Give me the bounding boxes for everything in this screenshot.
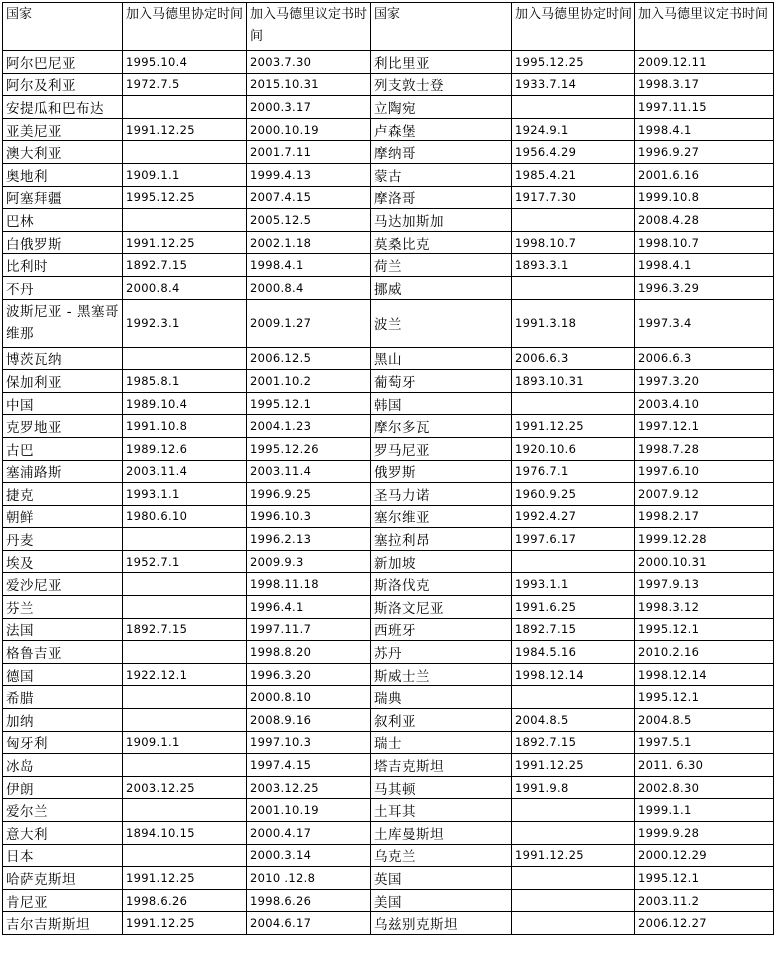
agreement-date-cell xyxy=(123,686,247,709)
table-row xyxy=(3,276,774,299)
country-cell: 加纳 xyxy=(3,709,123,732)
country-cell: 德国 xyxy=(3,663,123,686)
country-cell: 斯洛伐克 xyxy=(371,573,512,596)
protocol-date-cell: 1997.6.10 xyxy=(635,460,774,483)
agreement-date-cell: 2006.6.3 xyxy=(512,347,635,370)
country-cell: 冰岛 xyxy=(3,754,123,777)
country-cell: 白俄罗斯 xyxy=(3,231,123,254)
protocol-date-cell: 1998.4.1 xyxy=(635,254,774,277)
table-row xyxy=(3,709,774,732)
agreement-date-cell xyxy=(123,709,247,732)
country-cell: 博茨瓦纳 xyxy=(3,347,123,370)
country-cell: 利比里亚 xyxy=(371,51,512,74)
table-row xyxy=(3,299,774,347)
agreement-date-cell: 1980.6.10 xyxy=(123,505,247,528)
country-cell: 吉尔吉斯斯坦 xyxy=(3,912,123,935)
country-cell: 马其顿 xyxy=(371,776,512,799)
agreement-date-cell: 1976.7.1 xyxy=(512,460,635,483)
country-cell: 安提瓜和巴布达 xyxy=(3,96,123,119)
agreement-date-cell xyxy=(123,347,247,370)
table-row xyxy=(3,867,774,890)
agreement-date-cell: 1998.10.7 xyxy=(512,231,635,254)
agreement-date-cell: 1894.10.15 xyxy=(123,822,247,845)
country-cell: 阿尔巴尼亚 xyxy=(3,51,123,74)
table-row xyxy=(3,550,774,573)
agreement-date-cell: 1909.1.1 xyxy=(123,163,247,186)
country-cell: 阿塞拜疆 xyxy=(3,186,123,209)
protocol-date-cell: 1998.3.17 xyxy=(635,73,774,96)
table-row xyxy=(3,186,774,209)
agreement-date-cell: 1991.12.25 xyxy=(512,415,635,438)
table-row xyxy=(3,231,774,254)
protocol-date-cell: 1997.3.20 xyxy=(635,370,774,393)
protocol-date-cell: 1998.4.1 xyxy=(247,254,371,277)
protocol-date-cell: 2003.12.25 xyxy=(247,776,371,799)
country-cell: 新加坡 xyxy=(371,550,512,573)
agreement-date-cell: 1992.4.27 xyxy=(512,505,635,528)
agreement-date-cell xyxy=(123,96,247,119)
country-cell: 列支敦士登 xyxy=(371,73,512,96)
agreement-date-cell xyxy=(512,912,635,935)
protocol-date-cell: 2009.12.11 xyxy=(635,51,774,74)
header-agreement-date: 加入马德里协定时间 xyxy=(512,3,635,51)
country-cell: 匈牙利 xyxy=(3,731,123,754)
country-cell: 波斯尼亚 - 黑塞哥维那 xyxy=(3,299,123,347)
protocol-date-cell: 2002.1.18 xyxy=(247,231,371,254)
agreement-date-cell: 2004.8.5 xyxy=(512,709,635,732)
table-row xyxy=(3,370,774,393)
agreement-date-cell: 1893.10.31 xyxy=(512,370,635,393)
country-cell: 塞浦路斯 xyxy=(3,460,123,483)
agreement-date-cell xyxy=(512,822,635,845)
country-cell: 罗马尼亚 xyxy=(371,437,512,460)
country-cell: 哈萨克斯坦 xyxy=(3,867,123,890)
header-row xyxy=(3,3,774,51)
protocol-date-cell: 2004.1.23 xyxy=(247,415,371,438)
agreement-date-cell: 2003.12.25 xyxy=(123,776,247,799)
protocol-date-cell: 1998.6.26 xyxy=(247,889,371,912)
country-cell: 阿尔及利亚 xyxy=(3,73,123,96)
agreement-date-cell xyxy=(123,528,247,551)
country-cell: 莫桑比克 xyxy=(371,231,512,254)
agreement-date-cell: 1892.7.15 xyxy=(123,618,247,641)
country-cell: 日本 xyxy=(3,844,123,867)
agreement-date-cell: 1991.6.25 xyxy=(512,596,635,619)
protocol-date-cell: 1996.2.13 xyxy=(247,528,371,551)
table-row xyxy=(3,415,774,438)
country-cell: 蒙古 xyxy=(371,163,512,186)
table-body xyxy=(3,51,774,935)
country-cell: 肯尼亚 xyxy=(3,889,123,912)
table-row xyxy=(3,754,774,777)
agreement-date-cell xyxy=(123,209,247,232)
country-cell: 西班牙 xyxy=(371,618,512,641)
table-row xyxy=(3,799,774,822)
protocol-date-cell: 1998.3.12 xyxy=(635,596,774,619)
protocol-date-cell: 2015.10.31 xyxy=(247,73,371,96)
country-cell: 伊朗 xyxy=(3,776,123,799)
agreement-date-cell xyxy=(123,799,247,822)
country-cell: 塞尔维亚 xyxy=(371,505,512,528)
country-cell: 法国 xyxy=(3,618,123,641)
agreement-date-cell: 1972.7.5 xyxy=(123,73,247,96)
table-row xyxy=(3,776,774,799)
agreement-date-cell: 1991.9.8 xyxy=(512,776,635,799)
country-cell: 保加利亚 xyxy=(3,370,123,393)
table-row xyxy=(3,505,774,528)
country-cell: 捷克 xyxy=(3,483,123,506)
agreement-date-cell xyxy=(123,844,247,867)
country-cell: 马达加斯加 xyxy=(371,209,512,232)
protocol-date-cell: 1996.9.25 xyxy=(247,483,371,506)
agreement-date-cell xyxy=(512,867,635,890)
table-row xyxy=(3,912,774,935)
protocol-date-cell: 1996.9.27 xyxy=(635,141,774,164)
agreement-date-cell: 1995.12.25 xyxy=(123,186,247,209)
agreement-date-cell: 1995.10.4 xyxy=(123,51,247,74)
table-row xyxy=(3,596,774,619)
agreement-date-cell: 1956.4.29 xyxy=(512,141,635,164)
agreement-date-cell xyxy=(123,141,247,164)
country-cell: 土库曼斯坦 xyxy=(371,822,512,845)
country-cell: 埃及 xyxy=(3,550,123,573)
country-cell: 摩尔多瓦 xyxy=(371,415,512,438)
protocol-date-cell: 1997.10.3 xyxy=(247,731,371,754)
country-cell: 土耳其 xyxy=(371,799,512,822)
country-cell: 波兰 xyxy=(371,299,512,347)
protocol-date-cell: 2000.8.10 xyxy=(247,686,371,709)
header-protocol-date: 加入马德里议定书时间 xyxy=(635,3,774,51)
country-cell: 希腊 xyxy=(3,686,123,709)
table-row xyxy=(3,618,774,641)
protocol-date-cell: 1998.7.28 xyxy=(635,437,774,460)
agreement-date-cell: 1995.12.25 xyxy=(512,51,635,74)
country-cell: 朝鲜 xyxy=(3,505,123,528)
protocol-date-cell: 2003.11.2 xyxy=(635,889,774,912)
country-cell: 英国 xyxy=(371,867,512,890)
country-cell: 古巴 xyxy=(3,437,123,460)
table-row xyxy=(3,347,774,370)
protocol-date-cell: 1999.1.1 xyxy=(635,799,774,822)
table-row xyxy=(3,889,774,912)
country-cell: 摩洛哥 xyxy=(371,186,512,209)
country-cell: 澳大利亚 xyxy=(3,141,123,164)
agreement-date-cell: 1991.12.25 xyxy=(123,231,247,254)
protocol-date-cell: 1997.4.15 xyxy=(247,754,371,777)
protocol-date-cell: 2006.12.27 xyxy=(635,912,774,935)
protocol-date-cell: 1995.12.1 xyxy=(635,867,774,890)
protocol-date-cell: 2010.2.16 xyxy=(635,641,774,664)
country-cell: 爱尔兰 xyxy=(3,799,123,822)
protocol-date-cell: 1998.11.18 xyxy=(247,573,371,596)
agreement-date-cell: 1991.12.25 xyxy=(512,844,635,867)
agreement-date-cell xyxy=(512,550,635,573)
protocol-date-cell: 2002.8.30 xyxy=(635,776,774,799)
table-row xyxy=(3,528,774,551)
agreement-date-cell: 1992.3.1 xyxy=(123,299,247,347)
agreement-date-cell: 1998.6.26 xyxy=(123,889,247,912)
table-row xyxy=(3,573,774,596)
agreement-date-cell: 1909.1.1 xyxy=(123,731,247,754)
table-row xyxy=(3,844,774,867)
protocol-date-cell: 1998.12.14 xyxy=(635,663,774,686)
country-cell: 圣马力诺 xyxy=(371,483,512,506)
protocol-date-cell: 1999.9.28 xyxy=(635,822,774,845)
table-row xyxy=(3,51,774,74)
agreement-date-cell: 1997.6.17 xyxy=(512,528,635,551)
protocol-date-cell: 2003.4.10 xyxy=(635,392,774,415)
agreement-date-cell xyxy=(512,799,635,822)
country-cell: 苏丹 xyxy=(371,641,512,664)
protocol-date-cell: 2006.6.3 xyxy=(635,347,774,370)
table-row xyxy=(3,437,774,460)
protocol-date-cell: 1997.3.4 xyxy=(635,299,774,347)
country-cell: 塞拉利昂 xyxy=(371,528,512,551)
protocol-date-cell: 1997.5.1 xyxy=(635,731,774,754)
country-cell: 荷兰 xyxy=(371,254,512,277)
table-row xyxy=(3,686,774,709)
country-cell: 丹麦 xyxy=(3,528,123,551)
protocol-date-cell: 1995.12.1 xyxy=(635,618,774,641)
agreement-date-cell: 1917.7.30 xyxy=(512,186,635,209)
protocol-date-cell: 1999.12.28 xyxy=(635,528,774,551)
agreement-date-cell: 1922.12.1 xyxy=(123,663,247,686)
table-row xyxy=(3,460,774,483)
country-cell: 摩纳哥 xyxy=(371,141,512,164)
header-country: 国家 xyxy=(371,3,512,51)
country-cell: 斯洛文尼亚 xyxy=(371,596,512,619)
country-cell: 不丹 xyxy=(3,276,123,299)
country-cell: 挪威 xyxy=(371,276,512,299)
protocol-date-cell: 2000.4.17 xyxy=(247,822,371,845)
agreement-date-cell: 2003.11.4 xyxy=(123,460,247,483)
agreement-date-cell: 1892.7.15 xyxy=(512,618,635,641)
country-cell: 克罗地亚 xyxy=(3,415,123,438)
agreement-date-cell xyxy=(123,754,247,777)
country-cell: 韩国 xyxy=(371,392,512,415)
header-protocol-date: 加入马德里议定书时间 xyxy=(247,3,371,51)
protocol-date-cell: 2010 .12.8 xyxy=(247,867,371,890)
agreement-date-cell: 1989.12.6 xyxy=(123,437,247,460)
agreement-date-cell: 1985.4.21 xyxy=(512,163,635,186)
country-cell: 美国 xyxy=(371,889,512,912)
agreement-date-cell xyxy=(512,96,635,119)
madrid-accession-table xyxy=(2,2,774,935)
protocol-date-cell: 1998.4.1 xyxy=(635,118,774,141)
agreement-date-cell xyxy=(512,889,635,912)
table-row xyxy=(3,822,774,845)
protocol-date-cell: 1996.3.20 xyxy=(247,663,371,686)
agreement-date-cell: 1991.3.18 xyxy=(512,299,635,347)
protocol-date-cell: 1998.8.20 xyxy=(247,641,371,664)
protocol-date-cell: 1997.11.7 xyxy=(247,618,371,641)
table-row xyxy=(3,731,774,754)
protocol-date-cell: 1999.4.13 xyxy=(247,163,371,186)
agreement-date-cell xyxy=(123,573,247,596)
table-row xyxy=(3,96,774,119)
country-cell: 瑞典 xyxy=(371,686,512,709)
protocol-date-cell: 2003.11.4 xyxy=(247,460,371,483)
country-cell: 比利时 xyxy=(3,254,123,277)
table-row xyxy=(3,254,774,277)
agreement-date-cell xyxy=(512,392,635,415)
agreement-date-cell: 1892.7.15 xyxy=(512,731,635,754)
country-cell: 塔吉克斯坦 xyxy=(371,754,512,777)
agreement-date-cell: 1892.7.15 xyxy=(123,254,247,277)
country-cell: 俄罗斯 xyxy=(371,460,512,483)
protocol-date-cell: 1995.12.1 xyxy=(635,686,774,709)
table-row xyxy=(3,663,774,686)
protocol-date-cell: 1999.10.8 xyxy=(635,186,774,209)
agreement-date-cell: 1920.10.6 xyxy=(512,437,635,460)
protocol-date-cell: 2001.6.16 xyxy=(635,163,774,186)
country-cell: 乌克兰 xyxy=(371,844,512,867)
protocol-date-cell: 2007.9.12 xyxy=(635,483,774,506)
protocol-date-cell: 2005.12.5 xyxy=(247,209,371,232)
protocol-date-cell: 2003.7.30 xyxy=(247,51,371,74)
protocol-date-cell: 2008.4.28 xyxy=(635,209,774,232)
protocol-date-cell: 2009.9.3 xyxy=(247,550,371,573)
country-cell: 中国 xyxy=(3,392,123,415)
country-cell: 葡萄牙 xyxy=(371,370,512,393)
country-cell: 斯威士兰 xyxy=(371,663,512,686)
agreement-date-cell: 1998.12.14 xyxy=(512,663,635,686)
table-row xyxy=(3,641,774,664)
protocol-date-cell: 1995.12.26 xyxy=(247,437,371,460)
protocol-date-cell: 2000.8.4 xyxy=(247,276,371,299)
agreement-date-cell: 1952.7.1 xyxy=(123,550,247,573)
protocol-date-cell: 2004.6.17 xyxy=(247,912,371,935)
agreement-date-cell xyxy=(512,209,635,232)
protocol-date-cell: 1997.9.13 xyxy=(635,573,774,596)
protocol-date-cell: 2011. 6.30 xyxy=(635,754,774,777)
agreement-date-cell: 1893.3.1 xyxy=(512,254,635,277)
agreement-date-cell: 1991.12.25 xyxy=(123,912,247,935)
header-country: 国家 xyxy=(3,3,123,51)
agreement-date-cell: 1960.9.25 xyxy=(512,483,635,506)
agreement-date-cell: 1993.1.1 xyxy=(512,573,635,596)
table-row xyxy=(3,392,774,415)
protocol-date-cell: 1996.3.29 xyxy=(635,276,774,299)
table-row xyxy=(3,163,774,186)
table-row xyxy=(3,118,774,141)
agreement-date-cell xyxy=(512,276,635,299)
protocol-date-cell: 2000.3.17 xyxy=(247,96,371,119)
country-cell: 巴林 xyxy=(3,209,123,232)
header-agreement-date: 加入马德里协定时间 xyxy=(123,3,247,51)
agreement-date-cell: 1991.12.25 xyxy=(123,867,247,890)
agreement-date-cell: 1984.5.16 xyxy=(512,641,635,664)
agreement-date-cell xyxy=(123,641,247,664)
protocol-date-cell: 2001.10.2 xyxy=(247,370,371,393)
protocol-date-cell: 2001.10.19 xyxy=(247,799,371,822)
country-cell: 立陶宛 xyxy=(371,96,512,119)
protocol-date-cell: 2000.3.14 xyxy=(247,844,371,867)
agreement-date-cell xyxy=(123,596,247,619)
protocol-date-cell: 2004.8.5 xyxy=(635,709,774,732)
agreement-date-cell: 1991.12.25 xyxy=(512,754,635,777)
agreement-date-cell: 1933.7.14 xyxy=(512,73,635,96)
country-cell: 亚美尼亚 xyxy=(3,118,123,141)
country-cell: 黑山 xyxy=(371,347,512,370)
agreement-date-cell: 1993.1.1 xyxy=(123,483,247,506)
country-cell: 格鲁吉亚 xyxy=(3,641,123,664)
country-cell: 瑞士 xyxy=(371,731,512,754)
country-cell: 芬兰 xyxy=(3,596,123,619)
agreement-date-cell: 1989.10.4 xyxy=(123,392,247,415)
protocol-date-cell: 2000.10.19 xyxy=(247,118,371,141)
protocol-date-cell: 1995.12.1 xyxy=(247,392,371,415)
agreement-date-cell: 1985.8.1 xyxy=(123,370,247,393)
protocol-date-cell: 1997.11.15 xyxy=(635,96,774,119)
protocol-date-cell: 1998.10.7 xyxy=(635,231,774,254)
protocol-date-cell: 1998.2.17 xyxy=(635,505,774,528)
table-row xyxy=(3,141,774,164)
agreement-date-cell: 1991.10.8 xyxy=(123,415,247,438)
agreement-date-cell xyxy=(512,686,635,709)
protocol-date-cell: 2007.4.15 xyxy=(247,186,371,209)
protocol-date-cell: 2001.7.11 xyxy=(247,141,371,164)
country-cell: 意大利 xyxy=(3,822,123,845)
table-row xyxy=(3,73,774,96)
table-row xyxy=(3,209,774,232)
protocol-date-cell: 2006.12.5 xyxy=(247,347,371,370)
protocol-date-cell: 1996.4.1 xyxy=(247,596,371,619)
country-cell: 叙利亚 xyxy=(371,709,512,732)
protocol-date-cell: 1997.12.1 xyxy=(635,415,774,438)
country-cell: 奥地利 xyxy=(3,163,123,186)
country-cell: 卢森堡 xyxy=(371,118,512,141)
protocol-date-cell: 2000.10.31 xyxy=(635,550,774,573)
agreement-date-cell: 1924.9.1 xyxy=(512,118,635,141)
protocol-date-cell: 1996.10.3 xyxy=(247,505,371,528)
country-cell: 乌兹别克斯坦 xyxy=(371,912,512,935)
protocol-date-cell: 2009.1.27 xyxy=(247,299,371,347)
protocol-date-cell: 2000.12.29 xyxy=(635,844,774,867)
protocol-date-cell: 2008.9.16 xyxy=(247,709,371,732)
country-cell: 爱沙尼亚 xyxy=(3,573,123,596)
table-row xyxy=(3,483,774,506)
agreement-date-cell: 1991.12.25 xyxy=(123,118,247,141)
agreement-date-cell: 2000.8.4 xyxy=(123,276,247,299)
